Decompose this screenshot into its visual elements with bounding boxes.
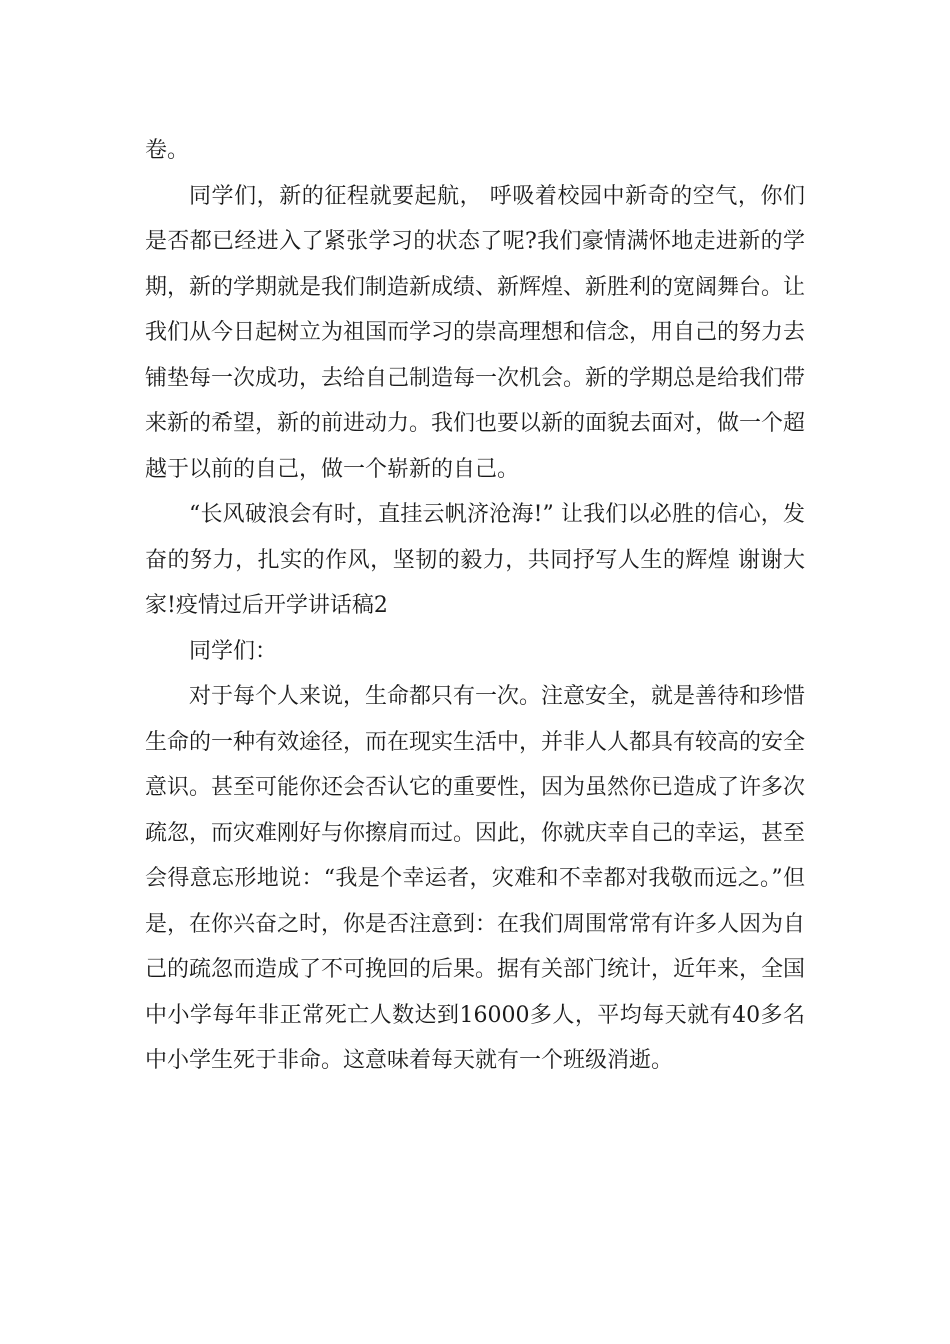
paragraph-continuation: 卷。 <box>145 138 190 163</box>
document-body <box>145 128 805 1084</box>
paragraph-closing-quote: “长风破浪会有时，直挂云帆济沧海!” 让我们以必胜的信心，发奋的努力，扎实的作风，坚韧的毅力，共同抒写人生的辉煌 谢谢大家!疫情过后开学讲话稿2 <box>145 502 805 618</box>
paragraph-greeting: 同学们： <box>189 638 278 664</box>
paragraph-safety: 对于每个人来说，生命都只有一次。注意安全，就是善待和珍惜生命的一种有效途径，而在现实生活中，并非人人都具有较高的安全意识。甚至可能你还会否认它的重要性，因为虽然你已造成了许多次疏忽，而灾难刚好与你擦肩而过。因此，你就庆幸自己的幸运，甚至会得意忘形地说：“我是个幸运者，灾难和不幸都对我敬而远之。”但是，在你兴奋之时，你是否注意到：在我们周围常常有许多人因为自己的疏忽而造成了不可挽回的后果。据有关部门统计，近年来，全国中小学每年非正常死亡人数达到16000多人，平均每天就有40多名中小学生死于非命。这意味着每天就有一个班级消逝。 <box>145 684 806 1073</box>
paragraph-new-semester: 同学们，新的征程就要起航， 呼吸着校园中新奇的空气，你们是否都已经进入了紧张学习的状态了呢?我们豪情满怀地走进新的学期，新的学期就是我们制造新成绩、新辉煌、新胜利的宽阔舞台。让我们从今日起树立为祖国而学习的崇高理想和信念，用自己的努力去铺垫每一次成功，去给自己制造每一次机会。新的学期总是给我们带来新的希望，新的前进动力。我们也要以新的面貌去面对，做一个超越于以前的自己，做一个崭新的自己。 <box>145 183 806 482</box>
